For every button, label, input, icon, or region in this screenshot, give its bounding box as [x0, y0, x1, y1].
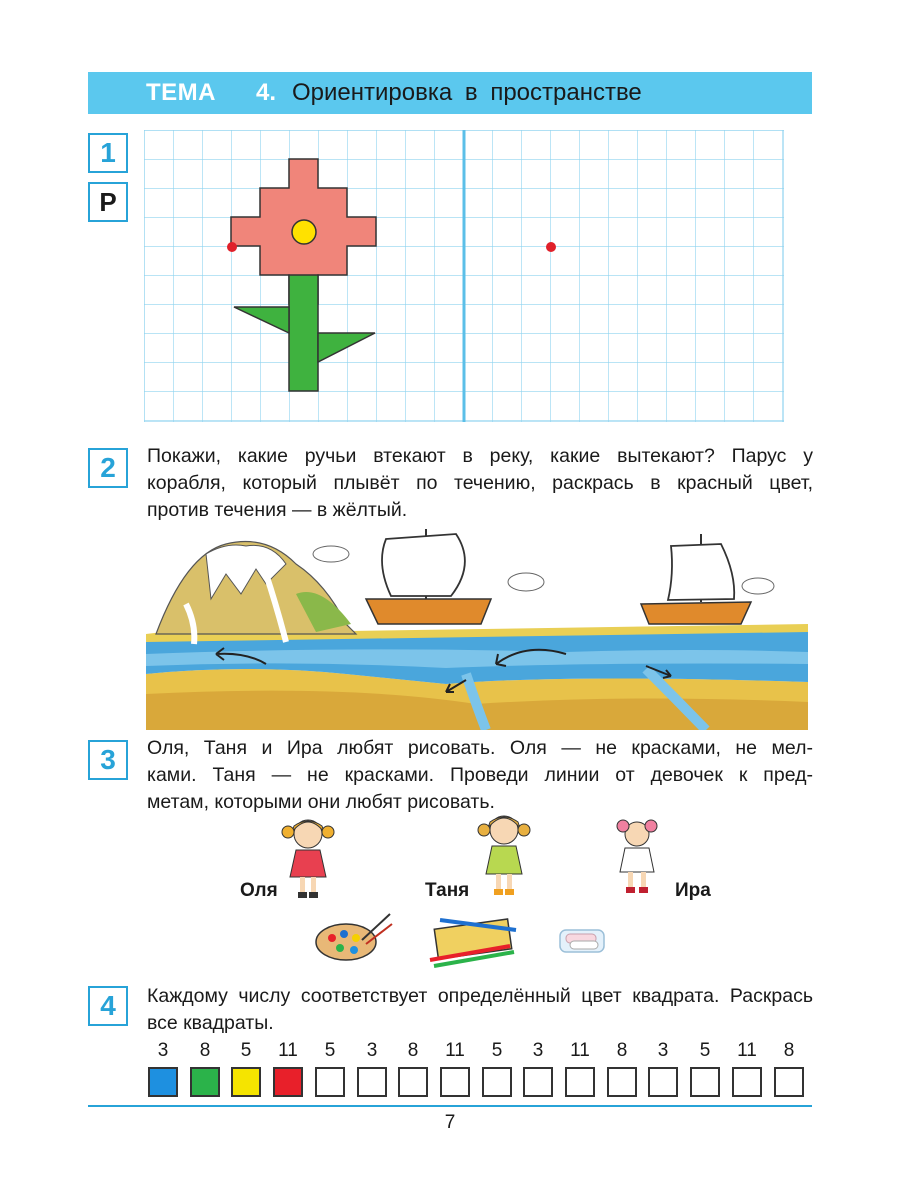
number-color-row [148, 1040, 812, 1100]
color-number: 5 [491, 1040, 503, 1061]
color-number: 11 [278, 1040, 298, 1061]
color-number: 3 [157, 1040, 169, 1061]
task-4-line: Каждому числу соответствует определённый цвет квадрата. Раскрась [147, 985, 813, 1007]
river-scene-picture [146, 524, 808, 730]
task-3-text [147, 735, 813, 816]
topic-label: ТЕМА [146, 79, 216, 106]
color-square[interactable] [440, 1067, 470, 1097]
drawing-grid [144, 130, 784, 422]
color-square[interactable] [482, 1067, 512, 1097]
color-square[interactable] [190, 1067, 220, 1097]
pencils-picture [426, 912, 520, 968]
color-number: 5 [240, 1040, 252, 1061]
paint-palette-picture [312, 910, 394, 964]
page-number: 7 [444, 1112, 456, 1133]
color-square[interactable] [148, 1067, 178, 1097]
task-2-number: 2 [88, 448, 128, 488]
task-1-badge: Р [88, 182, 128, 222]
color-number: 5 [324, 1040, 336, 1061]
chalk-picture [556, 922, 608, 958]
topic-header [88, 72, 812, 114]
color-number: 5 [699, 1040, 711, 1061]
color-square[interactable] [774, 1067, 804, 1097]
color-number: 8 [199, 1040, 211, 1061]
color-number: 11 [445, 1040, 465, 1061]
name-tanya: Таня [425, 880, 470, 901]
girl-olya-picture [278, 812, 338, 902]
color-number: 11 [737, 1040, 757, 1061]
color-number: 3 [532, 1040, 544, 1061]
start-dot-right [546, 242, 556, 252]
task-3-number: 3 [88, 740, 128, 780]
task-1-number: 1 [88, 133, 128, 173]
color-number: 11 [570, 1040, 590, 1061]
task-2-line: против течения — в жёлтый. [147, 499, 408, 521]
color-square[interactable] [315, 1067, 345, 1097]
color-square[interactable] [565, 1067, 595, 1097]
color-number: 8 [616, 1040, 628, 1061]
boat-left [366, 529, 491, 624]
footer-divider [88, 1105, 812, 1107]
girl-ira-picture [612, 814, 662, 898]
color-square[interactable] [648, 1067, 678, 1097]
task-3-line: метам, которыми они любят рисовать. [147, 791, 495, 813]
topic-title: Ориентировка в пространстве [292, 79, 642, 106]
color-square[interactable] [607, 1067, 637, 1097]
color-square[interactable] [523, 1067, 553, 1097]
color-square[interactable] [231, 1067, 261, 1097]
task-3-line: ками. Таня — не красками. Проведи линии от девочек к пред- [147, 764, 813, 786]
color-square[interactable] [273, 1067, 303, 1097]
task-4-line: все квадраты. [147, 1012, 274, 1034]
task-2-line: Покажи, какие ручьи втекают в реку, какие вытекают? Парус у [147, 445, 813, 467]
name-ira: Ира [675, 880, 711, 901]
topic-number: 4. [256, 79, 277, 106]
task-3-line: Оля, Таня и Ира любят рисовать. Оля — не красками, не мел- [147, 737, 813, 759]
color-number: 8 [783, 1040, 795, 1061]
task-4-number: 4 [88, 986, 128, 1026]
color-number: 3 [657, 1040, 669, 1061]
girl-tanya-picture [474, 808, 534, 900]
color-square[interactable] [690, 1067, 720, 1097]
task-2-text [147, 443, 813, 524]
color-square[interactable] [732, 1067, 762, 1097]
task-2-line: корабля, который плывёт по течению, раскрась в красный цвет, [147, 472, 813, 494]
color-square[interactable] [398, 1067, 428, 1097]
boat-right [641, 534, 751, 624]
color-number: 8 [407, 1040, 419, 1061]
start-dot-left [227, 242, 237, 252]
color-square[interactable] [357, 1067, 387, 1097]
name-olya: Оля [240, 880, 278, 901]
color-number: 3 [366, 1040, 378, 1061]
task-4-text [147, 983, 813, 1037]
